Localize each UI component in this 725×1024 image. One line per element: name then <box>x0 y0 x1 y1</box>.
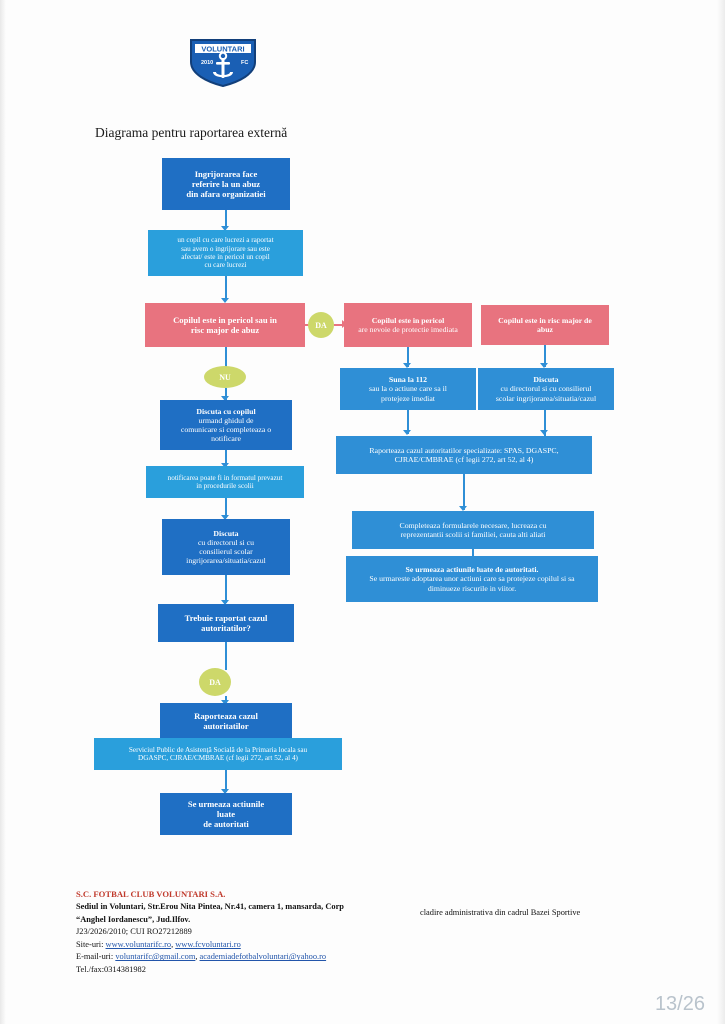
footer-phone: Tel./fax:0314381982 <box>76 964 146 974</box>
connector <box>225 575 227 603</box>
node-suna-la-112: Suna la 112 sau la o actiune care sa il protejeze imediat <box>340 368 476 410</box>
node-trebuie-raportat: Trebuie raportat cazul autoritatilor? <box>158 604 294 642</box>
footer-block <box>76 888 676 977</box>
connector <box>225 642 227 670</box>
footer-email-link-1[interactable]: voluntarifc@gmail.com <box>115 952 196 962</box>
node-se-urmeaza-actiunile-dreapta: Se urmeaza actiunile luate de autoritati. Se urmareste adoptarea unor actiuni care sa protejeze copilul si sa diminueze riscurile in viitor. <box>346 556 598 602</box>
footer-company: S.C. FOTBAL CLUB VOLUNTARI S.A. <box>76 889 226 899</box>
footer-site-link-2[interactable]: www.fcvoluntari.ro <box>175 939 241 949</box>
footer-separator-2: , <box>195 952 200 962</box>
connector <box>463 474 465 510</box>
node-discuta-director-consilier: Discuta cu directorul si cu consilierul scolar ingrijorarea/situatia/cazul <box>162 519 290 575</box>
node-raporteaza-autoritati-specializate: Raporteaza cazul autoritatilor specializate: SPAS, DGASPC, CJRAE/CMBRAE (cf legii 272, art 52, al 4) <box>336 436 592 474</box>
footer-right-note: cladire administrativa din cadrul Bazei Sportive <box>420 908 581 917</box>
node-copil-risc-major-abuz: Copilul este in risc major de abuz <box>481 305 609 345</box>
arrow-icon <box>540 430 548 435</box>
svg-text:FC: FC <box>241 60 249 66</box>
svg-text:2010: 2010 <box>201 60 214 66</box>
svg-text:VOLUNTARI: VOLUNTARI <box>201 44 245 54</box>
footer-registration: J23/2026/2010; CUI RO27212889 <box>76 927 192 937</box>
decision-da-1: DA <box>308 312 334 338</box>
decision-nu-1: NU <box>204 366 246 388</box>
footer-email-label: E-mail-uri: <box>76 952 114 962</box>
node-copil-pericol-protectie-imediata: Copilul este in pericol are nevoie de protectie imediata <box>344 303 472 347</box>
connector <box>225 276 227 300</box>
node-discuta-cu-copilul: Discuta cu copilul urmand ghidul de comunicare si completeaza o notificare <box>160 400 292 450</box>
node-raporteaza-cazul-autoritatilor: Raporteaza cazul autoritatilor <box>160 703 292 739</box>
node-completeaza-formularele: Completeaza formularele necesare, lucreaza cu reprezentantii scolii si familiei, cauta alti aliati <box>352 511 594 549</box>
footer-address-2: “Anghel Iordanescu”, Jud.Ilfov. <box>76 914 191 924</box>
node-se-urmeaza-actiunile-stanga: Se urmeaza actiunile luate de autoritati <box>160 793 292 835</box>
arrow-icon <box>403 430 411 435</box>
page-number: 13/26 <box>654 993 705 1015</box>
footer-address-1: Sediul in Voluntari, Str.Erou Nita Pintea, Nr.41, camera 1, mansarda, Corp <box>76 901 344 911</box>
footer-site-link-1[interactable]: www.voluntarifc.ro <box>105 939 172 949</box>
footer-separator: , <box>171 939 176 949</box>
footer-email-link-2[interactable]: academiadefotbalvoluntari@yahoo.ro <box>199 952 327 962</box>
node-copil-in-pericol-risc-major: Copilul este in pericol sau in risc major de abuz <box>145 303 305 347</box>
node-notificare-format: notificarea poate fi in formatul prevazut in procedurile scolii <box>146 466 304 498</box>
node-spas-dgaspc-detaliu: Serviciul Public de Asistenţă Socială de la Primaria locala sau DGASPC, CJRAE/CMBRAE (cf legii 272, art 52, al 4) <box>94 738 342 770</box>
decision-da-2: DA <box>199 668 231 696</box>
node-copil-raportat-detaliu: un copil cu care lucrezi a raportat sau avem o ingrijorare sau este afectat/ este in pericol un copil cu care lucrezi <box>148 230 303 276</box>
connector <box>225 347 227 367</box>
footer-site-label: Site-uri: <box>76 939 104 949</box>
node-discuta-director-consilier-dreapta: Discuta cu directorul si cu consilierul scolar ingrijorarea/situatia/cazul <box>478 368 614 410</box>
node-ingrijorarea-abuz-extern: Ingrijorarea face referire la un abuz din afara organizatiei <box>162 158 290 210</box>
page-title: Diagrama pentru raportarea externă <box>95 125 288 140</box>
voluntari-fc-crest-icon <box>183 36 263 88</box>
